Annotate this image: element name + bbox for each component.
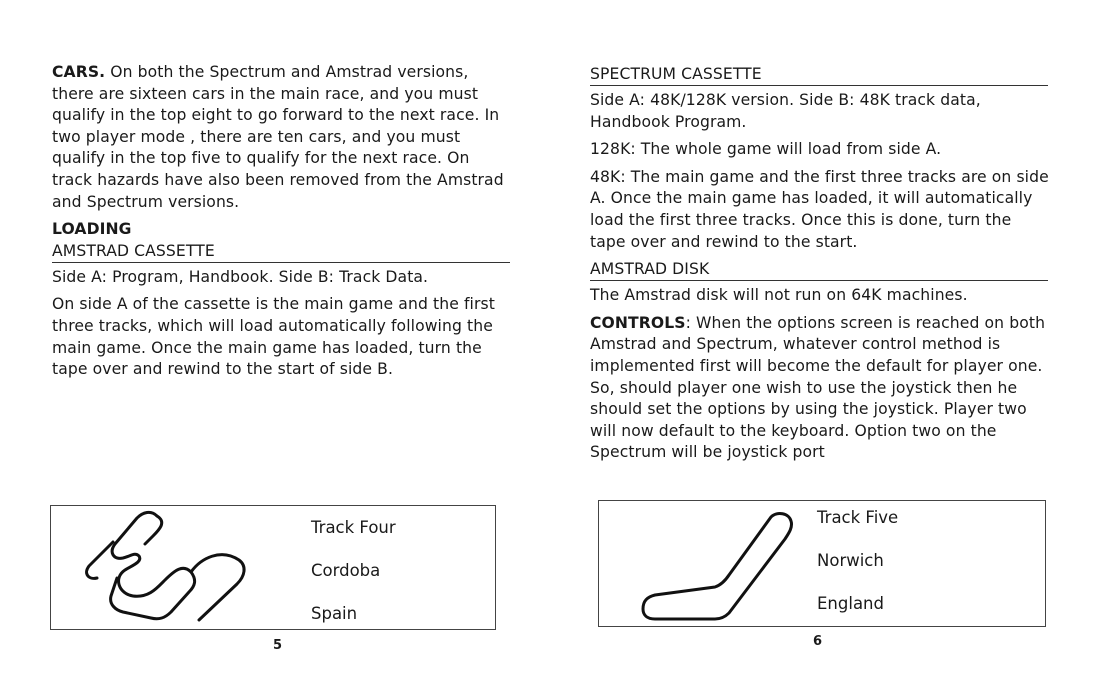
loading-heading: LOADING (52, 220, 132, 239)
track-four-name: Track Four (311, 518, 396, 537)
track-five-city: Norwich (817, 551, 884, 570)
amstrad-cassette-text: On side A of the cassette is the main game and the first three tracks, which will load automatically following the main game. Once the main game has loaded, turn the tape over and rewind to the start of side B. (52, 295, 495, 379)
track-five-name: Track Five (817, 508, 899, 527)
track-five-box (598, 500, 1046, 627)
controls-keyword: CONTROLS (590, 313, 686, 332)
track-four-country: Spain (311, 604, 358, 623)
spectrum-sides: Side A: 48K/128K version. Side B: 48K track data, Handbook Program. (590, 91, 981, 131)
cars-text: On both the Spectrum and Amstrad versions, there are sixteen cars in the main race, and you must qualify in the top eight to go forward to the next race. In two player mode , there are ten cars, and you must qualify in the top five to qualify for the next race. On track hazards have also been removed from the Amstrad and Spectrum versions. (52, 63, 504, 211)
spectrum-48k: 48K: The main game and the first three tracks are on side A. Once the main game has loaded, it will automatically load the first three tracks. Once this is done, turn the tape over and rewind to the start. (590, 167, 1049, 251)
track-four-city: Cordoba (311, 561, 381, 580)
amstrad-disk-text: The Amstrad disk will not run on 64K machines. (590, 286, 968, 305)
page-number-left: 5 (273, 638, 283, 653)
spectrum-128k: 128K: The whole game will load from side A. (590, 140, 942, 159)
race-track-outline-icon (79, 508, 269, 628)
race-track-outline-icon (619, 505, 809, 625)
page-number-right: 6 (813, 634, 823, 649)
controls-text: : When the options screen is reached on both Amstrad and Spectrum, whatever control method is implemented first will become the default for player one. So, should player one wish to use the joystick then he should set the options by using the joystick. Player two will now default to the keyboard. Option two on the Spectrum will be joystick port (590, 313, 1046, 462)
amstrad-disk-heading: AMSTRAD DISK (590, 259, 1048, 281)
track-five-country: England (817, 594, 884, 613)
amstrad-cassette-heading: AMSTRAD CASSETTE (52, 241, 510, 263)
track-four-box (50, 505, 496, 630)
controls-paragraph (590, 313, 1050, 464)
spectrum-cassette-heading: SPECTRUM CASSETTE (590, 64, 1048, 86)
cars-paragraph (52, 62, 512, 213)
amstrad-cassette-sides: Side A: Program, Handbook. Side B: Track Data. (52, 267, 429, 286)
left-text-column (52, 62, 512, 387)
right-text-column (590, 64, 1050, 470)
cars-keyword: CARS. (52, 63, 106, 81)
